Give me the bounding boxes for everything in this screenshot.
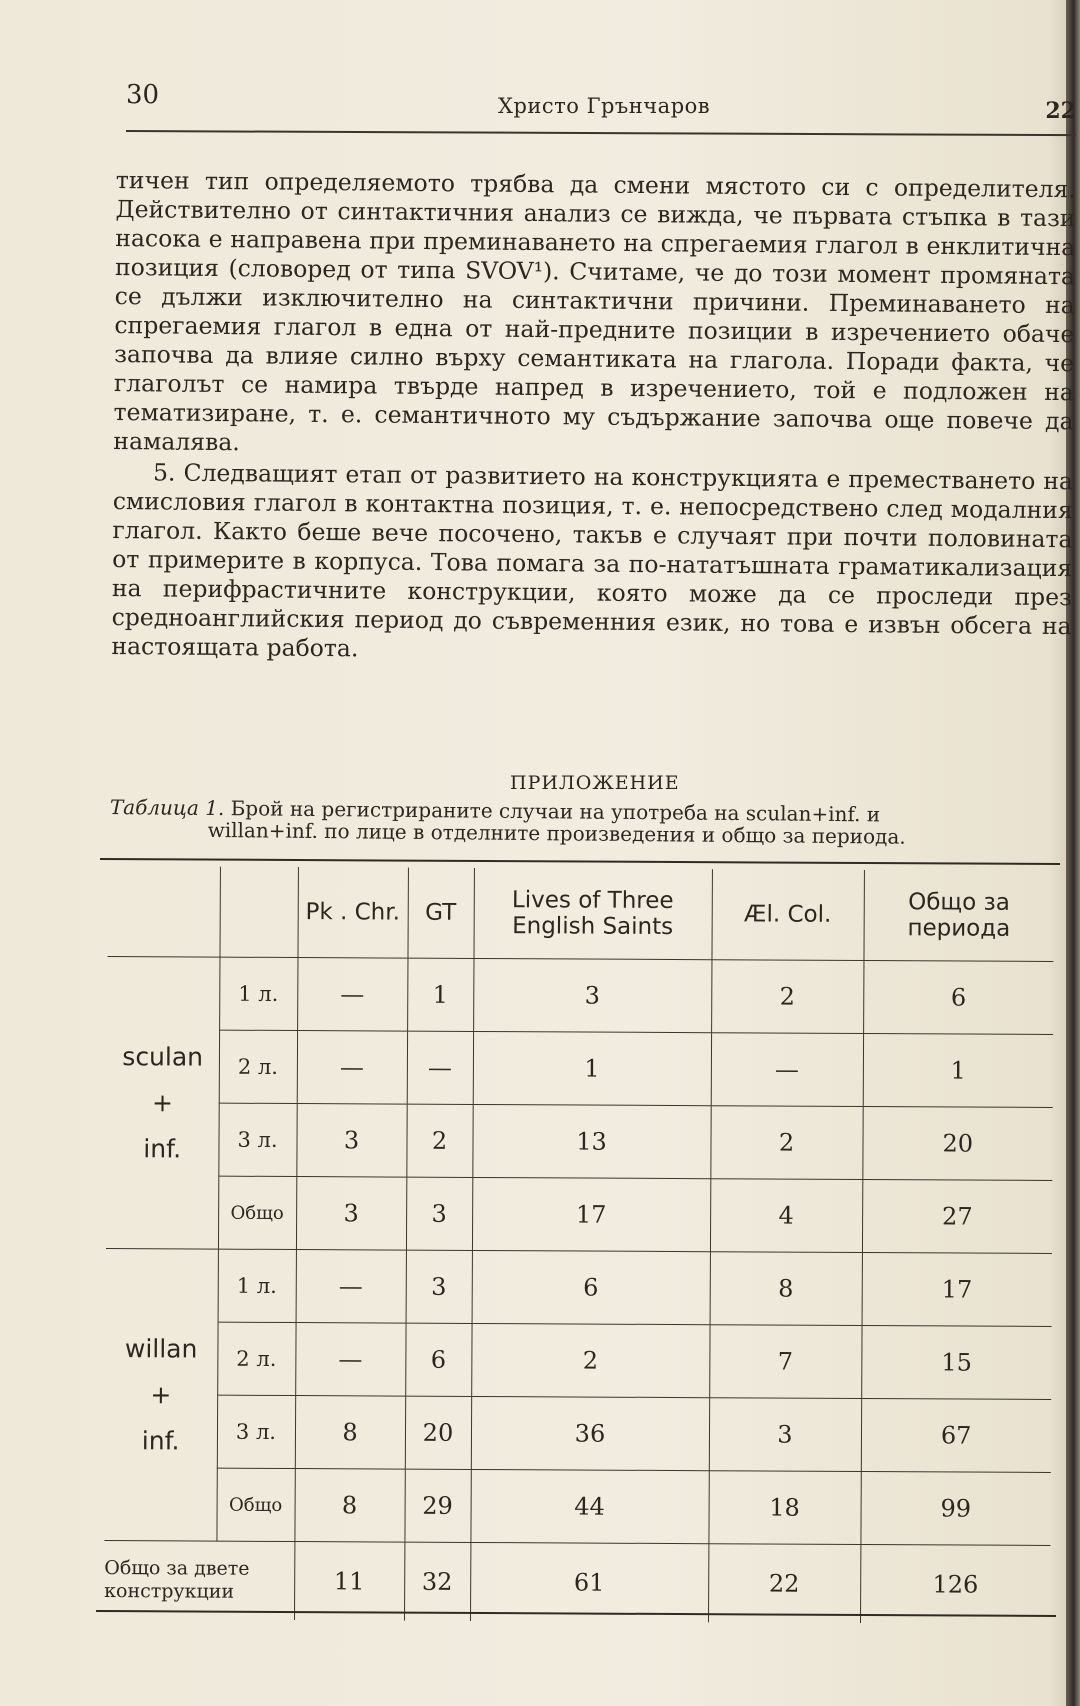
person-cell: 1 л. [218,1249,296,1322]
data-table [104,866,1054,1624]
header-total-period [863,870,1053,961]
table-row [107,957,1053,1035]
value-cell: — [297,958,407,1032]
value-cell: 1 [407,958,473,1031]
adjacent-page-number: 22 [1045,98,1076,124]
table-row [106,1103,1052,1181]
group-label-line: sculan [122,1041,204,1072]
value-cell: 2 [711,960,863,1034]
header-lives-line-1: Lives of Three [511,887,674,915]
value-cell: 2 [710,1106,862,1180]
header-empty-cell [107,866,219,957]
page-number: 30 [126,80,160,110]
value-cell: 29 [404,1469,470,1542]
value-cell: 44 [470,1469,708,1543]
paragraph-2: 5. Следващият етап от развитието на конструкцията е преместването на смисловия глагол в контактна позиция, т. е. непосредствено след модалния глагол. Както беше вече посочено, такъв е случаят при почти половината от примерите в корпуса. Това помага за по-нататъшната граматикализация на перифрастичните конструкции, която може да се проследи през средноанглийския период до съвременния език, но това е извън обсега на настоящата работа. [111,458,1074,663]
table-row [106,1176,1052,1254]
header-ael-col: Æl. Col. [711,869,863,960]
table-row [106,1249,1052,1327]
group-label-line: inf. [143,1133,182,1163]
value-cell: 1 [473,1031,711,1105]
value-cell: 6 [405,1323,471,1396]
value-cell: 15 [861,1325,1051,1399]
value-cell: — [296,1250,406,1324]
data-table-block [100,858,1060,1603]
person-cell: 1 л. [219,957,297,1030]
value-cell: 27 [862,1179,1052,1253]
table-row [104,1468,1050,1546]
value-cell: 3 [473,958,711,1032]
person-cell: 3 л. [217,1395,295,1468]
appendix-title: ПРИЛОЖЕНИЕ [510,772,680,794]
value-cell: 22 [708,1544,860,1623]
table-caption [110,796,1070,849]
table-top-rule [100,858,1060,865]
value-cell: 6 [863,960,1053,1034]
header-total-line-1: Общо за [908,889,1010,916]
person-cell: 2 л. [217,1322,295,1395]
page-header [126,74,1076,124]
table-row [105,1395,1051,1473]
value-cell: 18 [708,1471,860,1545]
header-rule [126,130,1076,136]
value-cell: 17 [862,1252,1052,1326]
value-cell: 20 [862,1106,1052,1180]
caption-line-2: willan+inf. по лице в отделните произведения и общо за периода. [207,817,906,849]
value-cell: 20 [405,1396,471,1469]
grand-total-label-line: конструкции [104,1580,235,1603]
value-cell: — [295,1323,405,1397]
value-cell: 13 [472,1104,710,1178]
value-cell: 61 [470,1542,708,1622]
header-empty-cell [219,867,297,958]
header-lives [473,868,711,960]
table-row [107,1030,1053,1108]
value-cell: 11 [294,1542,404,1621]
paragraph-1: тичен тип определяемото трябва да смени мястото си с определителя. Действително от синтактичния анализ се вижда, че първата стъпка в тази насока е направена при преминаването на спрегаемия глагол в енклитична позиция (словоред от типа SVOV¹). Считаме, че до този момент промяната се дължи изключително на синтактични причини. Преминаването на спрегаемия глагол в една от най-предните позиции в изречението обаче започва да влияе силно върху семантиката на глагола. Поради факта, че глаголът се намира твърде напред в изречението, той е подложен на тематизиране, т. е. семантичното му съдържание започва още повече да намалява. [113,166,1076,457]
value-cell: — [297,1031,407,1105]
value-cell: 8 [294,1469,404,1543]
value-cell: 3 [406,1250,472,1323]
value-cell: 2 [406,1104,472,1177]
value-cell: 32 [404,1542,470,1621]
caption-line-1: Брой на регистрираните случаи на употреба на sculan+inf. и [230,796,881,827]
table-header-row [107,866,1053,961]
value-cell: 6 [472,1250,710,1324]
person-cell: 3 л. [218,1103,296,1176]
value-cell: 2 [471,1323,709,1397]
running-head: Христо Грънчаров [498,94,711,118]
subtotal-label: Общо [218,1176,296,1249]
value-cell: 3 [709,1398,861,1472]
value-cell: 4 [710,1179,862,1253]
value-cell: 17 [472,1177,710,1251]
group-label-willan [104,1249,218,1542]
value-cell: 8 [710,1252,862,1326]
header-lives-line-2: English Saints [512,913,674,941]
value-cell: — [711,1033,863,1107]
table-row [105,1322,1051,1400]
body-text [111,166,1076,670]
value-cell: — [407,1031,473,1104]
header-pk-chr: Pk . Chr. [297,867,407,958]
value-cell: 3 [296,1104,406,1178]
value-cell: 3 [296,1177,406,1251]
value-cell: 8 [295,1396,405,1470]
caption-label: Таблица 1. [109,795,225,821]
value-cell: 36 [471,1396,709,1470]
value-cell: 7 [709,1325,861,1399]
group-label-line: + [150,1379,172,1409]
header-gt: GT [407,868,473,959]
group-label-line: inf. [141,1425,180,1455]
group-label-line: + [151,1087,174,1117]
grand-total-label-line: Общо за двете [104,1557,250,1580]
person-cell: 2 л. [219,1030,297,1103]
value-cell: 1 [863,1033,1053,1107]
subtotal-label: Общо [216,1468,294,1541]
value-cell: 67 [861,1398,1051,1472]
header-total-line-2: периода [907,915,1011,942]
group-label-sculan [106,957,220,1250]
group-label-line: willan [124,1333,198,1364]
value-cell: 3 [406,1177,472,1250]
value-cell: 126 [860,1544,1050,1623]
value-cell: 99 [860,1471,1050,1545]
grand-total-label [104,1541,294,1620]
